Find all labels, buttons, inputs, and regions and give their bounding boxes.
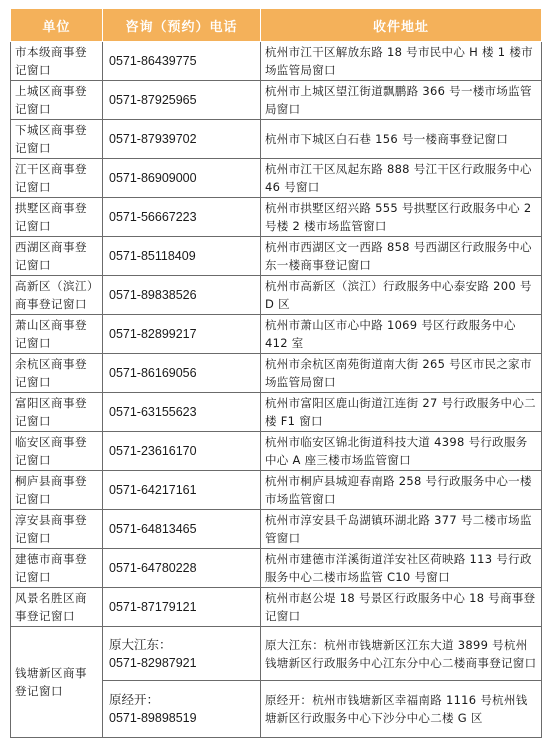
phone-cell: 0571-64217161 xyxy=(103,471,261,510)
address-cell: 杭州市江干区凤起东路 888 号江干区行政服务中心 46 号窗口 xyxy=(261,159,542,198)
header-phone: 咨询（预约）电话 xyxy=(103,9,261,42)
address-cell: 杭州市西湖区文一西路 858 号西湖区行政服务中心东一楼商事登记窗口 xyxy=(261,237,542,276)
unit-cell: 西湖区商事登记窗口 xyxy=(11,237,103,276)
phone-cell: 0571-56667223 xyxy=(103,198,261,237)
address-cell: 杭州市赵公堤 18 号景区行政服务中心 18 号商事登记窗口 xyxy=(261,588,542,627)
table-row xyxy=(11,471,542,510)
unit-cell: 高新区（滨江）商事登记窗口 xyxy=(11,276,103,315)
table-row xyxy=(11,159,542,198)
address-cell: 杭州市淳安县千岛湖镇环湖北路 377 号二楼市场监管窗口 xyxy=(261,510,542,549)
table-row xyxy=(11,315,542,354)
unit-cell: 桐庐县商事登记窗口 xyxy=(11,471,103,510)
address-cell: 杭州市建德市洋溪街道洋安社区荷映路 113 号行政服务中心二楼市场监管 C10 号窗口 xyxy=(261,549,542,588)
table-row xyxy=(11,237,542,276)
table-row xyxy=(11,198,542,237)
phone-cell: 0571-87925965 xyxy=(103,81,261,120)
table-row xyxy=(11,588,542,627)
table-row-qiantang-dajiangdong xyxy=(11,627,542,681)
table-row xyxy=(11,549,542,588)
unit-cell: 风景名胜区商事登记窗口 xyxy=(11,588,103,627)
unit-cell: 临安区商事登记窗口 xyxy=(11,432,103,471)
phone-cell: 0571-86439775 xyxy=(103,42,261,81)
table-row xyxy=(11,120,542,159)
sub-phone-jingkai: 0571-89898519 xyxy=(109,711,197,725)
table-row xyxy=(11,510,542,549)
address-cell: 杭州市高新区（滨江）行政服务中心泰安路 200 号 D 区 xyxy=(261,276,542,315)
phone-cell: 0571-87939702 xyxy=(103,120,261,159)
address-cell: 杭州市上城区望江街道飘鹏路 366 号一楼市场监管局窗口 xyxy=(261,81,542,120)
table-row xyxy=(11,393,542,432)
table-row xyxy=(11,42,542,81)
phone-cell: 0571-89838526 xyxy=(103,276,261,315)
registration-window-table xyxy=(10,8,542,738)
phone-cell: 0571-86909000 xyxy=(103,159,261,198)
address-cell: 杭州市桐庐县城迎春南路 258 号行政服务中心一楼市场监管窗口 xyxy=(261,471,542,510)
address-cell: 杭州市拱墅区绍兴路 555 号拱墅区行政服务中心 2 号楼 2 楼市场监管窗口 xyxy=(261,198,542,237)
table-header-row xyxy=(11,9,542,42)
unit-cell: 市本级商事登记窗口 xyxy=(11,42,103,81)
address-cell: 杭州市临安区锦北街道科技大道 4398 号行政服务中心 A 座三楼市场监管窗口 xyxy=(261,432,542,471)
address-cell: 杭州市江干区解放东路 18 号市民中心 H 楼 1 楼市场监管局窗口 xyxy=(261,42,542,81)
address-cell-dajiangdong: 原大江东：杭州市钱塘新区江东大道 3899 号杭州钱塘新区行政服务中心江东分中心二楼商事登记窗口 xyxy=(261,627,542,681)
table-row xyxy=(11,81,542,120)
table-row xyxy=(11,354,542,393)
address-cell: 杭州市余杭区南苑街道南大街 265 号区市民之家市场监管局窗口 xyxy=(261,354,542,393)
phone-cell: 0571-23616170 xyxy=(103,432,261,471)
unit-cell: 江干区商事登记窗口 xyxy=(11,159,103,198)
address-cell: 杭州市下城区白石巷 156 号一楼商事登记窗口 xyxy=(261,120,542,159)
unit-cell: 下城区商事登记窗口 xyxy=(11,120,103,159)
address-cell: 杭州市萧山区市心中路 1069 号区行政服务中心 412 室 xyxy=(261,315,542,354)
address-cell-jingkai: 原经开：杭州市钱塘新区幸福南路 1116 号杭州钱塘新区行政服务中心下沙分中心二楼 G 区 xyxy=(261,681,542,738)
sub-label-dajiangdong: 原大江东： xyxy=(109,637,172,652)
phone-cell-jingkai xyxy=(103,681,261,738)
unit-cell: 拱墅区商事登记窗口 xyxy=(11,198,103,237)
sub-phone-dajiangdong: 0571-82987921 xyxy=(109,655,197,670)
phone-cell: 0571-63155623 xyxy=(103,393,261,432)
phone-cell: 0571-64780228 xyxy=(103,549,261,588)
phone-cell: 0571-64813465 xyxy=(103,510,261,549)
unit-cell: 萧山区商事登记窗口 xyxy=(11,315,103,354)
unit-cell-qiantang: 钱塘新区商事登记窗口 xyxy=(11,627,103,738)
phone-cell: 0571-82899217 xyxy=(103,315,261,354)
phone-cell: 0571-85118409 xyxy=(103,237,261,276)
header-address: 收件地址 xyxy=(261,9,542,42)
table-row xyxy=(11,432,542,471)
phone-cell: 0571-86169056 xyxy=(103,354,261,393)
sub-label-jingkai: 原经开： xyxy=(109,693,160,707)
address-cell: 杭州市富阳区鹿山街道江连街 27 号行政服务中心二楼 F1 窗口 xyxy=(261,393,542,432)
unit-cell: 淳安县商事登记窗口 xyxy=(11,510,103,549)
unit-cell: 建德市商事登记窗口 xyxy=(11,549,103,588)
unit-cell: 上城区商事登记窗口 xyxy=(11,81,103,120)
header-unit: 单位 xyxy=(11,9,103,42)
unit-cell: 余杭区商事登记窗口 xyxy=(11,354,103,393)
unit-cell: 富阳区商事登记窗口 xyxy=(11,393,103,432)
phone-cell: 0571-87179121 xyxy=(103,588,261,627)
table-row xyxy=(11,276,542,315)
phone-cell-dajiangdong xyxy=(103,627,261,681)
